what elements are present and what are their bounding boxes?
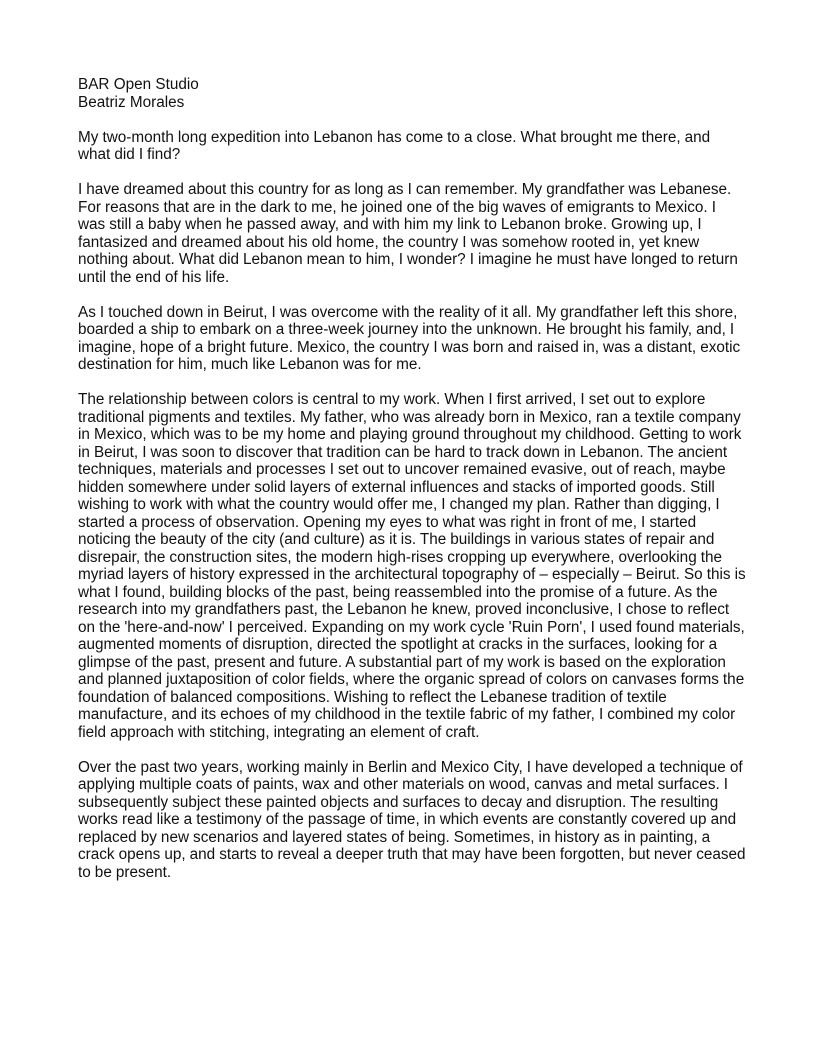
paragraph-beirut-arrival: As I touched down in Beirut, I was overcome with the reality of it all. My grandfather left this shore, boarded a ship to embark on a three-week journey into the unknown. He brought his family, and, I imagine, hope of a bright future. Mexico, the country I was born and raised in, was a distant, exotic destination for him, much like Lebanon was for me.	[78, 303, 741, 373]
paragraph-colors-and-work: The relationship between colors is central to my work. When I first arrived, I set out to explore traditional pigments and textiles. My father, who was already born in Mexico, ran a textile company in Mexico, which was to be my home and playing ground throughout my childhood. Getting to work in Beirut, I was soon to discover that tradition can be hard to track down in Lebanon. The ancient techniques, materials and processes I set out to uncover remained evasive, out of reach, maybe hidden somewhere under solid layers of external influences and stacks of imported goods. Still wishing to work with what the country would offer me, I changed my plan. Rather than digging, I started a process of observation. Opening my eyes to what was right in front of me, I started noticing the beauty of the city (and culture) as it is. The buildings in various states of repair and disrepair, the construction sites, the modern high-rises cropping up everywhere, overlooking the myriad layers of history expressed in the architectural topography of – especially – Beirut. So this is what I found, building blocks of the past, being reassembled into the promise of a future. As the research into my grandfathers past, the Lebanon he knew, proved inconclusive, I chose to reflect on the 'here-and-now' I perceived. Expanding on my work cycle 'Ruin Porn', I used found materials, augmented moments of disruption, directed the spotlight at cracks in the surfaces, looking for a glimpse of the past, present and future. A substantial part of my work is based on the exploration and planned juxtaposition of color fields, where the organic spread of colors on canvases forms the foundation of balanced compositions. Wishing to reflect the Lebanese tradition of textile manufacture, and its echoes of my childhood in the textile fabric of my father, I combined my color field approach with stitching, integrating an element of craft.	[78, 391, 746, 741]
paragraph-technique: Over the past two years, working mainly in Berlin and Mexico City, I have developed a technique of applying multiple coats of paints, wax and other materials on wood, canvas and metal surfaces. I subsequently subject these painted objects and surfaces to decay and disruption. The resulting works read like a testimony of the passage of time, in which events are constantly covered up and replaced by new scenarios and layered states of being. Sometimes, in history as in painting, a crack opens up, and starts to reveal a deeper truth that may have been forgotten, but never ceased to be present.	[78, 758, 746, 881]
paragraph-grandfather: I have dreamed about this country for as long as I can remember. My grandfather was Lebanese. For reasons that are in the dark to me, he joined one of the big waves of emigrants to Mexico. I was still a baby when he passed away, and with him my link to Lebanon broke. Growing up, I fantasized and dreamed about his old home, the country I was somehow rooted in, yet knew nothing about. What did Lebanon mean to him, I wonder? I imagine he must have longed to return until the end of his life.	[78, 181, 738, 286]
document-page	[78, 76, 746, 881]
author-name: Beatriz Morales	[78, 93, 185, 111]
studio-title: BAR Open Studio	[78, 76, 199, 93]
paragraph-intro: My two-month long expedition into Lebanon has come to a close. What brought me there, and what did I find?	[78, 128, 711, 163]
document-header	[78, 76, 746, 111]
